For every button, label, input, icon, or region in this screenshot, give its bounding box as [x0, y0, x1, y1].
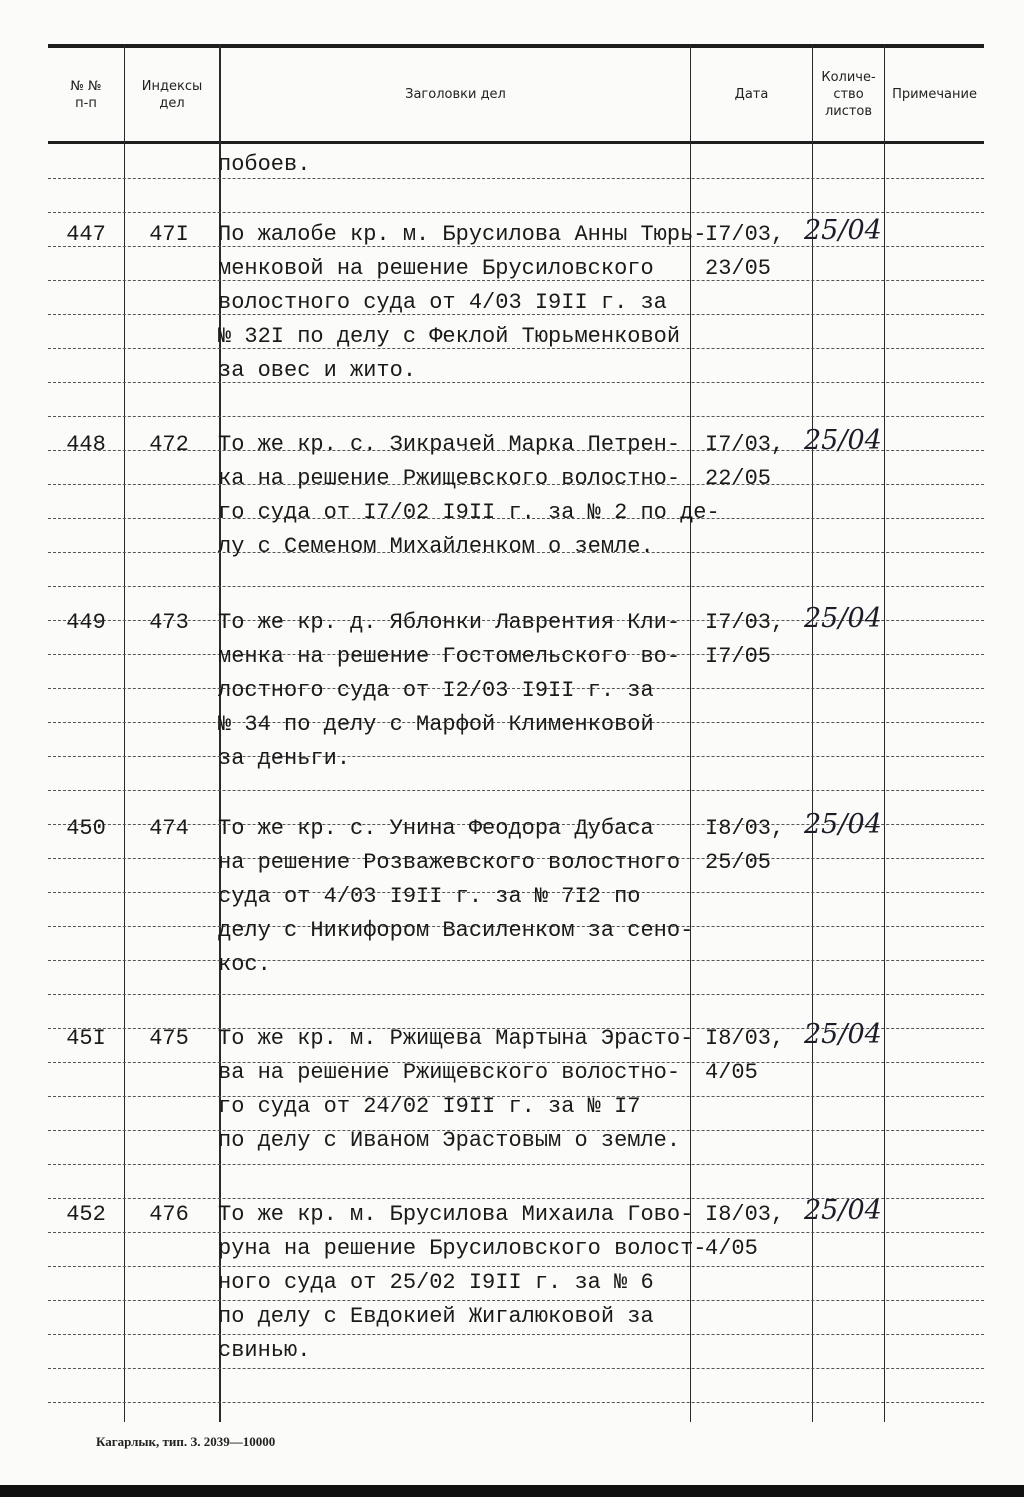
entry-date: I8/03,: [705, 1026, 785, 1051]
entry-title-line: го суда от I7/02 I9II г. за № 2 по де-: [218, 500, 720, 525]
entry-dates: [705, 812, 813, 880]
entry-title-line: То же кр. м. Ржищева Мартына Эрасто-: [218, 1026, 694, 1051]
entry-title-line: по делу с Евдокией Жигалюковой за: [218, 1304, 654, 1329]
entry-title-line: ка на решение Ржищевского волостно-: [218, 466, 681, 491]
entry-dates: [705, 218, 813, 286]
entry-number: 449: [66, 610, 106, 635]
entry-dates: [705, 1198, 813, 1266]
ruled-line: [48, 1368, 984, 1370]
entry-dates: [705, 606, 813, 674]
ruled-line: [48, 790, 984, 792]
entry-sheet-count: 25/04: [804, 603, 882, 634]
entry-date: 4/05: [705, 1236, 758, 1261]
entry-title-line: по делу с Иваном Эрастовым о земле.: [218, 1128, 681, 1153]
entry-title-line: за деньги.: [218, 746, 351, 771]
entry-number: 45I: [66, 1026, 106, 1051]
entry-sheet-count: 25/04: [804, 809, 882, 840]
header-note: Примечание: [892, 87, 977, 102]
entry-title-line: руна на решение Брусиловского волост-: [218, 1236, 707, 1261]
entry-title-line: свинью.: [218, 1338, 311, 1363]
entry-title-line: лу с Семеном Михайленком о земле.: [218, 534, 654, 559]
entry-title-line: за овес и жито.: [218, 358, 417, 383]
entry-date: I7/03,: [705, 432, 785, 457]
header-date: Дата: [734, 87, 769, 102]
scan-edge: [0, 1485, 1024, 1497]
entry-title-line: лостного суда от I2/03 I9II г. за: [218, 678, 654, 703]
entry-date: 4/05: [705, 1060, 758, 1085]
header-number: № № п-п: [70, 78, 102, 111]
entry-title-line: волостного суда от 4/03 I9II г. за: [218, 290, 667, 315]
entry-dates: [705, 428, 813, 496]
entry-title-line: делу с Никифором Василенком за сено-: [218, 918, 694, 943]
entry-title-line: ного суда от 25/02 I9II г. за № 6: [218, 1270, 654, 1295]
entry-title-line: По жалобе кр. м. Брусилова Анны Тюрь-: [218, 222, 707, 247]
entry-index: 476: [149, 1202, 189, 1227]
entry-date: I8/03,: [705, 1202, 785, 1227]
entry-title-line: То же кр. с. Унина Феодора Дубаса: [218, 816, 654, 841]
header-title: Заголовки дел: [405, 87, 506, 102]
entry-title-line: менковой на решение Брусиловского: [218, 256, 654, 281]
entry-title: [218, 1022, 708, 1158]
entry-number: 452: [66, 1202, 106, 1227]
ruled-line: [48, 1164, 984, 1166]
entry-index: 473: [149, 610, 189, 635]
entry-title-line: менка на решение Гостомельского во-: [218, 644, 681, 669]
entry-title-line: го суда от 24/02 I9II г. за № I7: [218, 1094, 641, 1119]
entry-date: I8/03,: [705, 816, 785, 841]
entry-title-line: № 32I по делу с Феклой Тюрьменковой: [218, 324, 681, 349]
entry-index: 474: [149, 816, 189, 841]
entry-sheet-count: 25/04: [804, 1019, 882, 1050]
entry-date: 25/05: [705, 850, 772, 875]
entry-index: 475: [149, 1026, 189, 1051]
entry-index: 47I: [149, 222, 189, 247]
entry-title-line: ва на решение Ржищевского волостно-: [218, 1060, 681, 1085]
entry-title: [218, 812, 708, 982]
printer-imprint: Кагарлык, тип. З. 2039—10000: [96, 1434, 276, 1449]
entry-title-line: суда от 4/03 I9II г. за № 7I2 по: [218, 884, 641, 909]
entry-dates: [705, 1022, 813, 1090]
entry-title-line: на решение Розважевского волостного: [218, 850, 681, 875]
entry-date: I7/03,: [705, 222, 785, 247]
entry-date: I7/05: [705, 644, 772, 669]
entry-title: [218, 428, 720, 564]
entry-number: 447: [66, 222, 106, 247]
entry-title-line: То же кр. д. Яблонки Лаврентия Кли-: [218, 610, 681, 635]
column-divider: [884, 44, 885, 1422]
entry-number: 448: [66, 432, 106, 457]
entry-sheet-count: 25/04: [804, 215, 882, 246]
ruled-line: [48, 416, 984, 418]
entry-title: [218, 218, 708, 388]
entry-index: 472: [149, 432, 189, 457]
ruled-line: [48, 586, 984, 588]
column-divider: [124, 44, 125, 1422]
header-sheet-count: Количе- ство листов: [821, 70, 876, 119]
entry-title: [218, 1198, 708, 1368]
entry-sheet-count: 25/04: [804, 425, 882, 456]
entry-date: 22/05: [705, 466, 772, 491]
entry-date: I7/03,: [705, 610, 785, 635]
entry-title-line: кос.: [218, 952, 271, 977]
continuation-text: побоев.: [218, 152, 311, 177]
ruled-line: [48, 994, 984, 996]
entry-sheet-count: 25/04: [804, 1195, 882, 1226]
header-index: Индексы дел: [141, 78, 203, 111]
header-rule: [48, 141, 984, 144]
ruled-line: [48, 1402, 984, 1404]
entry-number: 450: [66, 816, 106, 841]
entry-title: [218, 606, 708, 776]
entry-title-line: То же кр. м. Брусилова Михаила Гово-: [218, 1202, 694, 1227]
entry-title-line: № 34 по делу с Марфой Клименковой: [218, 712, 654, 737]
entry-date: 23/05: [705, 256, 772, 281]
entry-title-line: То же кр. с. Зикрачей Марка Петрен-: [218, 432, 681, 457]
